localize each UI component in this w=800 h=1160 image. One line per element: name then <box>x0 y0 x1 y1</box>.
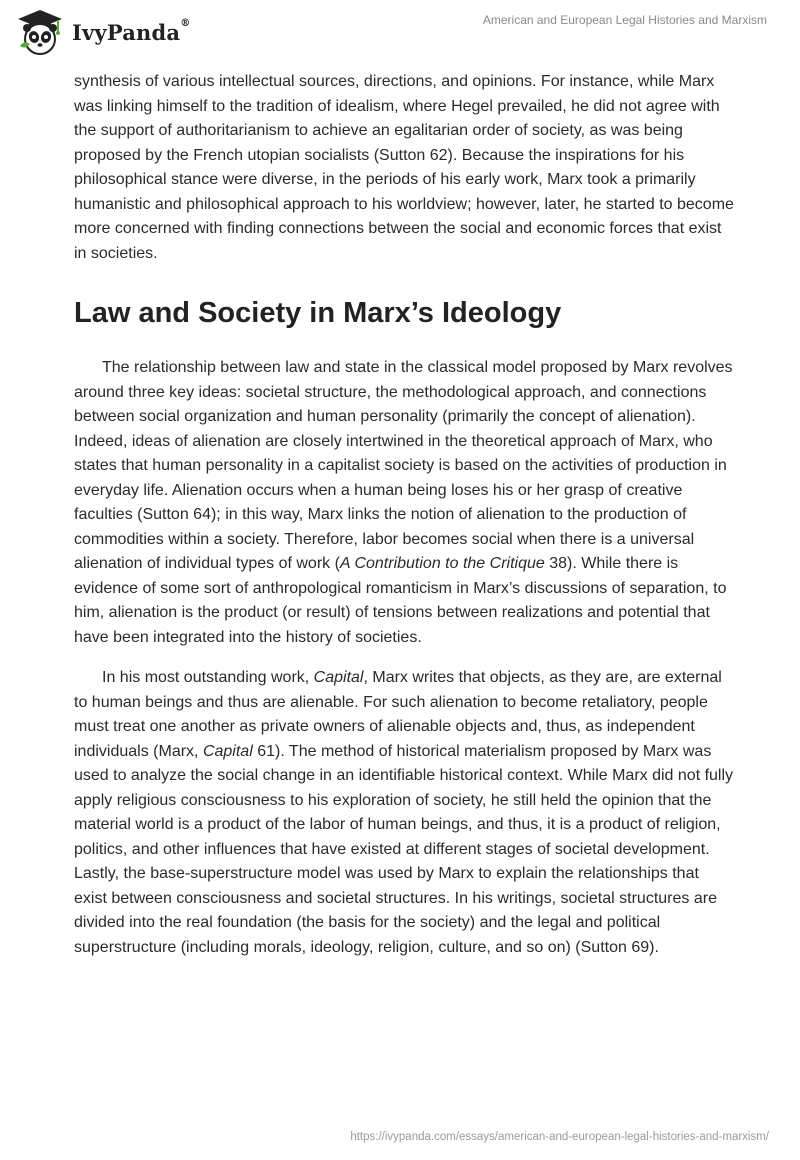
source-url[interactable]: https://ivypanda.com/essays/american-and-european-legal-histories-and-marxism/ <box>350 1131 769 1143</box>
paragraph-3: In his most outstanding work, Capital, Marx writes that objects, as they are, are external to human beings and thus are alienable. For such alienation to become retaliatory, people must treat one another as private owners of alienable objects and, thus, as independent individuals (Marx, Capital 61). The method of historical materialism proposed by Marx was used to analyze the social change in an identifiable historical context. While Marx did not fully apply religious consciousness to his exploration of society, he still held the opinion that the material world is a product of the labor of human beings, and thus, it is a product of religion, politics, and other influences that have existed at different stages of societal development. Lastly, the base-superstructure model was used by Marx to explain the relationships that exist between consciousness and societal structures. In his writings, societal structures are divided into the real foundation (the basis for the society) and the legal and political superstructure (including morals, ideology, religion, culture, and so on) (Sutton 69). <box>74 669 734 956</box>
brand-name: IvyPanda® <box>72 17 191 45</box>
page-header <box>0 0 800 64</box>
cited-title: A Contribution to the Critique <box>339 555 545 572</box>
essay-content <box>74 70 734 960</box>
cited-title-capital: Capital <box>313 669 364 686</box>
cited-title-capital-ref: Capital <box>202 742 253 760</box>
document-title: American and European Legal Histories and Marxism <box>482 13 767 27</box>
panda-graduate-logo-icon <box>14 6 66 58</box>
paragraph-1: synthesis of various intellectual sources, directions, and opinions. For instance, while Marx was linking himself to the tradition of idealism, where Hegel prevailed, he did not agree with the support of authoritarianism to achieve an egalitarian order of society, as was being proposed by the French utopian socialists (Sutton 62). Because the inspirations for his philosophical stance were diverse, in the periods of his early work, Marx took a primarily humanistic and philosophical approach to his worldview; however, later, he started to become more concerned with finding connections between the social and economic forces that exist in societies. <box>74 73 734 262</box>
section-heading: Law and Society in Marx’s Ideology <box>74 297 562 329</box>
brand-logo[interactable] <box>14 6 190 58</box>
paragraph-2: The relationship between law and state in the classical model proposed by Marx revolves around three key ideas: societal structure, the methodological approach, and connections between social organization and human personality (primarily the concept of alienation). Indeed, ideas of alienation are closely intertwined in the theoretical approach of Marx, who states that human personality in a capitalist society is based on the activities of production in everyday life. Alienation occurs when a human being loses his or her grasp of creative faculties (Sutton 64); in this way, Marx links the notion of alienation to the production of commodities within a society. Therefore, labor becomes social when there is a universal alienation of individual types of work (A Contribution to the Critique 38). While there is evidence of some sort of anthropological romanticism in Marx’s discussions of separation, to him, alienation is the product (or result) of tensions between realizations and potential that have been integrated into the history of societies. <box>74 359 733 646</box>
